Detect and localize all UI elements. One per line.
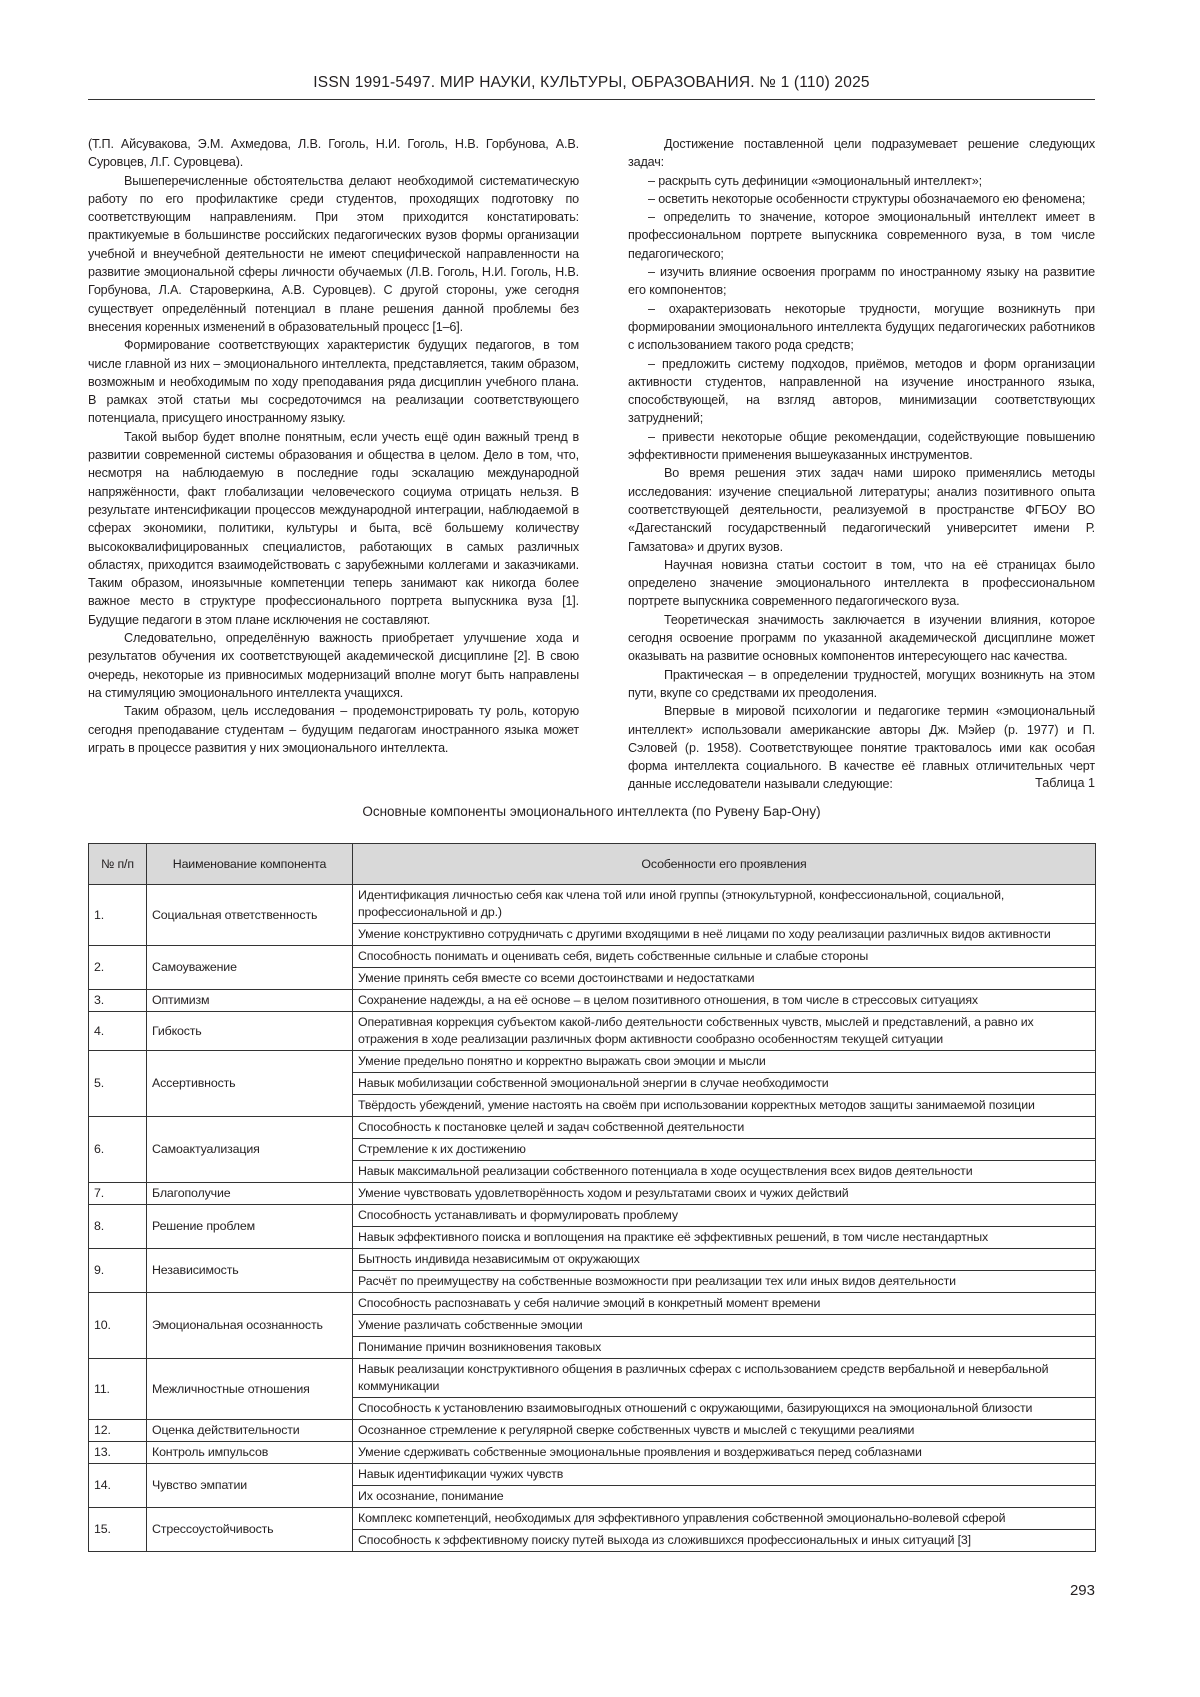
component-feature: Умение сдерживать собственные эмоциональные проявления и воздерживаться перед соблазнами xyxy=(353,1442,1096,1464)
component-feature: Идентификация личностью себя как члена той или иной группы (этнокультурной, конфессиональной, социальной, профессиональной и др.) xyxy=(353,885,1096,924)
paragraph: Достижение поставленной цели подразумевает решение следующих задач: xyxy=(628,135,1095,172)
table-row xyxy=(89,1051,1096,1073)
component-feature: Умение предельно понятно и корректно выражать свои эмоции и мысли xyxy=(353,1051,1096,1073)
paragraph: Вышеперечисленные обстоятельства делают необходимой систематическую работу по его профилактике среди студентов, проходящих подготовку по соответствующим направлениям. При этом приходится констатировать: практикуемые в большинстве российских педагогических вузов формы организации учебной и внеучебной деятельности не имеют специфической направленности на развитие эмоциональной сферы личности обучаемых (Л.В. Гоголь, Н.И. Гоголь, Н.В. Горбунова, Л.А. Староверкина, А.В. Суровцев). С другой стороны, уже сегодня существует определённый потенциал в плане решения данной проблемы без внесения коренных изменений в образовательный процесс [1–6]. xyxy=(88,172,579,337)
component-feature: Способность понимать и оценивать себя, видеть собственные сильные и слабые стороны xyxy=(353,946,1096,968)
component-feature: Расчёт по преимуществу на собственные возможности при реализации тех или иных видов деятельности xyxy=(353,1271,1096,1293)
paragraph: Следовательно, определённую важность приобретает улучшение хода и результатов обучения их соответствующей академической дисциплине [2]. В свою очередь, некоторые из привносимых модернизаций вполне могут быть направлены на стимуляцию эмоционального интеллекта учащихся. xyxy=(88,629,579,702)
table-row xyxy=(89,946,1096,968)
component-name: Оценка действительности xyxy=(147,1420,353,1442)
row-number: 15. xyxy=(89,1508,147,1552)
component-name: Эмоциональная осознанность xyxy=(147,1293,353,1359)
component-feature: Умение принять себя вместе со всеми достоинствами и недостатками xyxy=(353,968,1096,990)
row-number: 13. xyxy=(89,1442,147,1464)
component-name: Самоуважение xyxy=(147,946,353,990)
header-component: Наименование компонента xyxy=(147,844,353,885)
table-row xyxy=(89,990,1096,1012)
paragraph: Впервые в мировой психологии и педагогике термин «эмоциональный интеллект» использовали американские авторы Дж. Мэйер (р. 1977) и П. Сэловей (р. 1958). Соответствующее понятие трактовалось ими как особая форма интеллекта социального. В качестве её главных отличительных черт данные исследователи называли следующие: xyxy=(628,702,1095,793)
component-name: Оптимизм xyxy=(147,990,353,1012)
component-name: Самоактуализация xyxy=(147,1117,353,1183)
row-number: 11. xyxy=(89,1359,147,1420)
component-feature: Умение различать собственные эмоции xyxy=(353,1315,1096,1337)
row-number: 12. xyxy=(89,1420,147,1442)
component-feature: Сохранение надежды, а на её основе – в целом позитивного отношения, в том числе в стрессовых ситуациях xyxy=(353,990,1096,1012)
component-name: Решение проблем xyxy=(147,1205,353,1249)
paragraph: Таким образом, цель исследования – продемонстрировать ту роль, которую сегодня преподавание студентам – будущим педагогам иностранного языка может играть в процессе развития у них эмоционального интеллекта. xyxy=(88,702,579,757)
row-number: 2. xyxy=(89,946,147,990)
paragraph: Такой выбор будет вполне понятным, если учесть ещё один важный тренд в развитии современной системы образования и общества в целом. Дело в том, что, несмотря на наблюдаемую в последние годы эскалацию международной напряжённости, факт глобализации человеческого социума отрицать нельзя. В результате интенсификации процессов международной интеграции, наблюдаемой в сферах экономики, политики, культуры и быта, всё большему количеству высококвалифицированных специалистов, работающих в самых различных областях, приходится взаимодействовать с зарубежными коллегами и заказчиками. Таким образом, иноязычные компетенции теперь занимают как никогда более важное место в структуре профессионального портрета выпускника вуза [1]. Будущие педагоги в этом плане исключения не составляют. xyxy=(88,428,579,629)
paragraph: Научная новизна статьи состоит в том, что на её страницах было определено значение эмоционального интеллекта в профессиональном портрете выпускника современного педагогического вуза. xyxy=(628,556,1095,611)
header-features: Особенности его проявления xyxy=(353,844,1096,885)
table-row xyxy=(89,1464,1096,1486)
table-row xyxy=(89,1442,1096,1464)
table-row xyxy=(89,1508,1096,1530)
task-list-item: – привести некоторые общие рекомендации, содействующие повышению эффективности применения вышеуказанных инструментов. xyxy=(628,428,1095,465)
component-name: Гибкость xyxy=(147,1012,353,1051)
components-table xyxy=(88,843,1096,1552)
component-feature: Способность к постановке целей и задач собственной деятельности xyxy=(353,1117,1096,1139)
component-feature: Навык мобилизации собственной эмоциональной энергии в случае необходимости xyxy=(353,1073,1096,1095)
task-list-item: – раскрыть суть дефиниции «эмоциональный интеллект»; xyxy=(628,172,1095,190)
task-list-item: – предложить систему подходов, приёмов, методов и форм организации активности студентов, направленной на изучение иностранного языка, способствующей, на взгляд авторов, минимизации соответствующих затруднений; xyxy=(628,355,1095,428)
journal-header: ISSN 1991-5497. МИР НАУКИ, КУЛЬТУРЫ, ОБРАЗОВАНИЯ. № 1 (110) 2025 xyxy=(88,74,1095,92)
component-feature: Способность устанавливать и формулировать проблему xyxy=(353,1205,1096,1227)
component-name: Чувство эмпатии xyxy=(147,1464,353,1508)
header-rule xyxy=(88,99,1095,100)
table-row xyxy=(89,1293,1096,1315)
paragraph: Практическая – в определении трудностей, могущих возникнуть на этом пути, вкупе со средствами их преодоления. xyxy=(628,666,1095,703)
component-feature: Оперативная коррекция субъектом какой-либо деятельности собственных чувств, мыслей и представлений, а равно их отражения в ходе реализации различных форм активности сообразно особенностям текущей ситуации xyxy=(353,1012,1096,1051)
component-feature: Способность к установлению взаимовыгодных отношений с окружающими, базирующихся на эмоциональной близости xyxy=(353,1398,1096,1420)
component-feature: Бытность индивида независимым от окружающих xyxy=(353,1249,1096,1271)
table-row xyxy=(89,1420,1096,1442)
component-name: Стрессоустойчивость xyxy=(147,1508,353,1552)
component-feature: Навык эффективного поиска и воплощения на практике её эффективных решений, в том числе нестандартных xyxy=(353,1227,1096,1249)
header-number: № п/п xyxy=(89,844,147,885)
component-name: Ассертивность xyxy=(147,1051,353,1117)
component-feature: Навык реализации конструктивного общения в различных сферах с использованием средств вербальной и невербальной коммуникации xyxy=(353,1359,1096,1398)
component-feature: Способность к эффективному поиску путей выхода из сложившихся профессиональных и иных ситуаций [3] xyxy=(353,1530,1096,1552)
row-number: 8. xyxy=(89,1205,147,1249)
table-row xyxy=(89,1205,1096,1227)
component-feature: Их осознание, понимание xyxy=(353,1486,1096,1508)
component-name: Социальная ответственность xyxy=(147,885,353,946)
table-header-row xyxy=(89,844,1096,885)
row-number: 3. xyxy=(89,990,147,1012)
component-name: Благополучие xyxy=(147,1183,353,1205)
table-row xyxy=(89,1117,1096,1139)
task-list-item: – определить то значение, которое эмоциональный интеллект имеет в профессиональном портрете выпускника современного вуза, в том числе педагогического; xyxy=(628,208,1095,263)
row-number: 7. xyxy=(89,1183,147,1205)
component-name: Независимость xyxy=(147,1249,353,1293)
component-name: Контроль импульсов xyxy=(147,1442,353,1464)
task-list-item: – изучить влияние освоения программ по иностранному языку на развитие его компонентов; xyxy=(628,263,1095,300)
left-column xyxy=(88,135,579,757)
paragraph: Формирование соответствующих характеристик будущих педагогов, в том числе главной из них – эмоционального интеллекта, представляется, таким образом, возможным и необходимым по ходу преподавания ряда дисциплин учебного плана. В рамках этой статьи мы сосредоточимся на реализации соответствующего потенциала, присущего иностранному языку. xyxy=(88,336,579,427)
table-row xyxy=(89,885,1096,924)
page-number: 293 xyxy=(1070,1582,1095,1599)
component-feature: Способность распознавать у себя наличие эмоций в конкретный момент времени xyxy=(353,1293,1096,1315)
row-number: 9. xyxy=(89,1249,147,1293)
component-feature: Умение конструктивно сотрудничать с другими входящими в неё лицами по ходу реализации различных видов активности xyxy=(353,924,1096,946)
table-row xyxy=(89,1012,1096,1051)
row-number: 1. xyxy=(89,885,147,946)
component-feature: Умение чувствовать удовлетворённость ходом и результатами своих и чужих действий xyxy=(353,1183,1096,1205)
row-number: 4. xyxy=(89,1012,147,1051)
table-title: Основные компоненты эмоционального интеллекта (по Рувену Бар-Ону) xyxy=(88,804,1095,819)
component-feature: Навык идентификации чужих чувств xyxy=(353,1464,1096,1486)
task-list-item: – охарактеризовать некоторые трудности, могущие возникнуть при формировании эмоционального интеллекта будущих педагогических работников с использованием такого рода средств; xyxy=(628,300,1095,355)
component-feature: Осознанное стремление к регулярной сверке собственных чувств и мыслей с текущими реалиями xyxy=(353,1420,1096,1442)
table-number-label: Таблица 1 xyxy=(1035,776,1095,790)
component-feature: Понимание причин возникновения таковых xyxy=(353,1337,1096,1359)
row-number: 5. xyxy=(89,1051,147,1117)
paragraph: Во время решения этих задач нами широко применялись методы исследования: изучение специальной литературы; анализ позитивного опыта соответствующей деятельности, реализуемой в пространстве ФГБОУ ВО «Дагестанский государственный педагогический университет имени Р. Гамзатова» и других вузов. xyxy=(628,464,1095,555)
component-feature: Навык максимальной реализации собственного потенциала в ходе осуществления всех видов деятельности xyxy=(353,1161,1096,1183)
component-feature: Комплекс компетенций, необходимых для эффективного управления собственной эмоционально-волевой сферой xyxy=(353,1508,1096,1530)
table-row xyxy=(89,1249,1096,1271)
task-list-item: – осветить некоторые особенности структуры обозначаемого ею феномена; xyxy=(628,190,1095,208)
component-feature: Твёрдость убеждений, умение настоять на своём при использовании корректных методов защиты занимаемой позиции xyxy=(353,1095,1096,1117)
right-column xyxy=(628,135,1095,794)
component-feature: Стремление к их достижению xyxy=(353,1139,1096,1161)
component-name: Межличностные отношения xyxy=(147,1359,353,1420)
table-row xyxy=(89,1359,1096,1398)
row-number: 14. xyxy=(89,1464,147,1508)
paragraph: Теоретическая значимость заключается в изучении влияния, которое сегодня освоение программ по указанной академической дисциплине может оказывать на развитие основных компонентов интересующего нас качества. xyxy=(628,611,1095,666)
row-number: 10. xyxy=(89,1293,147,1359)
table-row xyxy=(89,1183,1096,1205)
row-number: 6. xyxy=(89,1117,147,1183)
paragraph: (Т.П. Айсувакова, Э.М. Ахмедова, Л.В. Гоголь, Н.И. Гоголь, Н.В. Горбунова, А.В. Суровцев, Л.Г. Суровцева). xyxy=(88,135,579,172)
